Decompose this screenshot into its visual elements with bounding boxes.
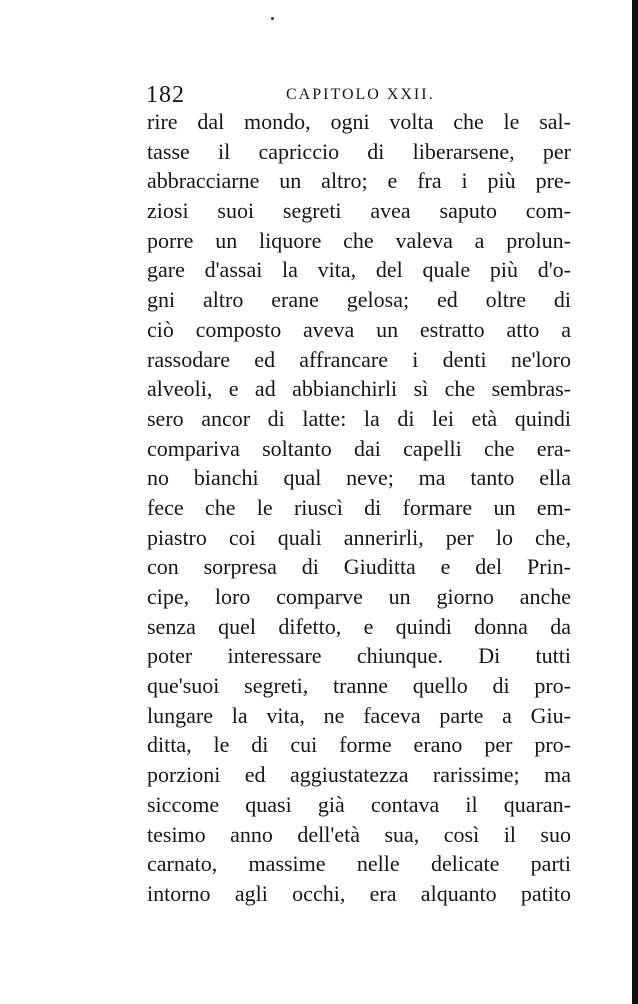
text-line: sero ancor di latte: la di lei età quindi [147,405,571,431]
text-line: ditta, le di cui forme erano per pro- [147,732,571,758]
running-title: CAPITOLO XXII. [286,86,435,103]
text-line: con sorpresa di Giuditta e del Prin- [147,554,571,580]
text-line: abbracciarne un altro; e fra i più pre- [147,168,571,194]
text-line: ziosi suoi segreti avea saputo com- [147,198,571,224]
text-line: senza quel difetto, e quindi donna da [147,613,571,639]
text-line: lungare la vita, ne faceva parte a Giu- [147,702,571,728]
text-line: cipe, loro comparve un giorno anche [147,584,571,609]
text-line: intorno agli occhi, era alquanto patito [147,880,571,906]
text-line: porre un liquore che valeva a prolun- [147,227,571,253]
text-line: ciò composto aveva un estratto atto a [147,316,571,342]
page-number: 182 [146,82,185,108]
body-text [147,107,571,909]
text-line: alveoli, e ad abbianchirli sì che sembras- [147,376,571,402]
text-line: siccome quasi già contava il quaran- [147,791,571,817]
text-line: rassodare ed affrancare i denti ne'loro [147,346,571,372]
ink-speck [271,17,274,20]
text-line: no bianchi qual neve; ma tanto ella [147,465,571,491]
text-line: piastro coi quali annerirli, per lo che, [147,524,571,550]
text-line: carnato, massime nelle delicate parti [147,851,571,877]
text-line: compariva soltanto dai capelli che era- [147,435,571,461]
text-line: fece che le riuscì di formare un em- [147,494,571,520]
text-line: tasse il capriccio di liberarsene, per [147,138,571,164]
text-line: poter interessare chiunque. Di tutti [147,643,571,669]
text-line: que'suoi segreti, tranne quello di pro- [147,673,571,699]
text-line: rire dal mondo, ogni volta che le sal- [147,109,571,134]
text-line: gare d'assai la vita, del quale più d'o- [147,257,571,283]
text-line: tesimo anno dell'età sua, così il suo [147,821,571,847]
text-line: gni altro erane gelosa; ed oltre di [147,287,571,313]
text-line: porzioni ed aggiustatezza rarissime; ma [147,762,571,788]
page-edge-shadow [632,0,638,1004]
